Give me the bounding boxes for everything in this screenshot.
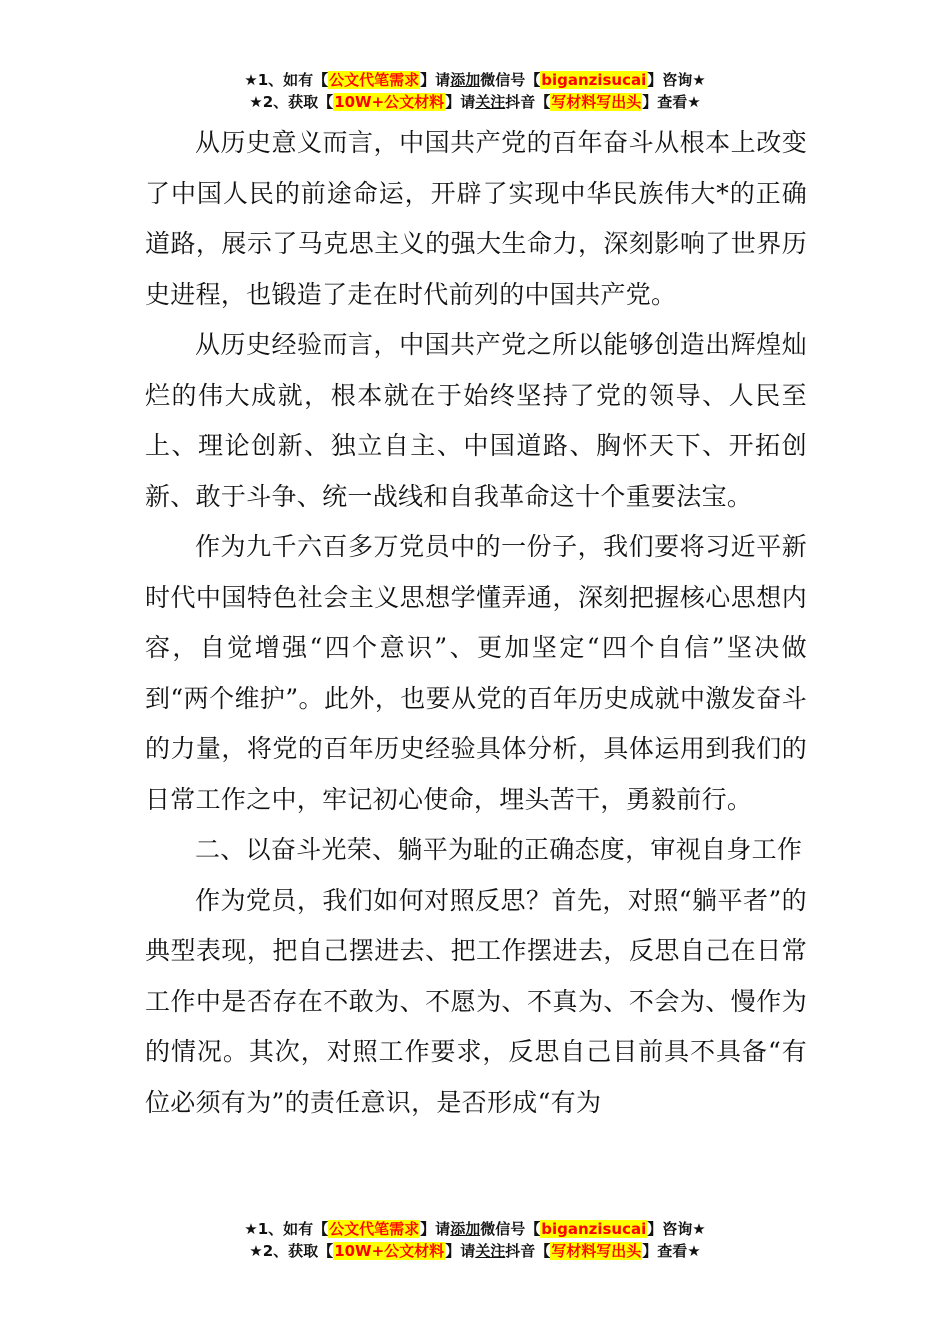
banner-text: ★1、如有【 xyxy=(244,1220,329,1238)
banner-highlight: 10W+公文材料 xyxy=(334,1242,445,1260)
banner-highlight: 写材料写出头 xyxy=(551,1242,642,1260)
banner-underlined: 关注 xyxy=(475,93,506,111)
banner-text: 】请 xyxy=(445,1242,476,1260)
banner-text: 微信号【 xyxy=(480,71,541,89)
paragraph: 作为九千六百多万党员中的一份子，我们要将习近平新时代中国特色社会主义思想学懂弄通，深刻把握核心思想内容，自觉增强“四个意识”、更加坚定“四个自信”坚决做到“两个维护”。此外，也要从党的百年历史成就中激发奋斗的力量，将党的百年历史经验具体分析，具体运用到我们的日常工作之中，牢记初心使命，埋头苦干，勇毅前行。 xyxy=(145,532,807,814)
header-banner xyxy=(0,69,950,113)
banner-underlined: 添加 xyxy=(450,1220,481,1238)
paragraph: 作为党员，我们如何对照反思？首先，对照“躺平者”的典型表现，把自己摆进去、把工作摆进去，反思自己在日常工作中是否存在不敢为、不愿为、不真为、不会为、慢作为的情况。其次，对照工作要求，反思自己目前具不具备“有位必须有为”的责任意识，是否形成“有为 xyxy=(145,885,807,1117)
banner-text: 】查看★ xyxy=(642,1242,701,1260)
section-heading: 二、以奋斗光荣、躺平为耻的正确态度，审视自身工作 xyxy=(195,835,803,864)
paragraph: 从历史意义而言，中国共产党的百年奋斗从根本上改变了中国人民的前途命运，开辟了实现中华民族伟大*的正确道路，展示了马克思主义的强大生命力，深刻影响了世界历史进程，也锻造了走在时代前列的中国共产党。 xyxy=(145,128,807,309)
banner-highlight: 写材料写出头 xyxy=(551,93,642,111)
banner-text: 微信号【 xyxy=(480,1220,541,1238)
banner-text: 抖音【 xyxy=(505,93,551,111)
banner-line-2 xyxy=(0,1240,950,1262)
banner-line-1 xyxy=(0,69,950,91)
paragraph: 从历史经验而言，中国共产党之所以能够创造出辉煌灿烂的伟大成就，根本就在于始终坚持了党的领导、人民至上、理论创新、独立自主、中国道路、胸怀天下、开拓创新、敢于斗争、统一战线和自我革命这十个重要法宝。 xyxy=(145,330,807,511)
banner-text: 】咨询★ xyxy=(647,1220,706,1238)
banner-text: ★1、如有【 xyxy=(244,71,329,89)
banner-highlight: 10W+公文材料 xyxy=(334,93,445,111)
banner-line-2 xyxy=(0,91,950,113)
banner-underlined: 关注 xyxy=(475,1242,506,1260)
banner-text: 抖音【 xyxy=(505,1242,551,1260)
banner-line-1 xyxy=(0,1218,950,1240)
banner-text: 】请 xyxy=(420,71,451,89)
footer-banner xyxy=(0,1218,950,1262)
document-body xyxy=(145,118,807,1128)
banner-highlight: biganzisucai xyxy=(541,71,647,89)
banner-text: 】查看★ xyxy=(642,93,701,111)
banner-highlight: 公文代笔需求 xyxy=(329,71,420,89)
banner-highlight: biganzisucai xyxy=(541,1220,647,1238)
banner-text: 】咨询★ xyxy=(647,71,706,89)
banner-text: ★2、获取【 xyxy=(249,93,334,111)
banner-underlined: 添加 xyxy=(450,71,481,89)
banner-text: 】请 xyxy=(445,93,476,111)
banner-highlight: 公文代笔需求 xyxy=(329,1220,420,1238)
banner-text: 】请 xyxy=(420,1220,451,1238)
banner-text: ★2、获取【 xyxy=(249,1242,334,1260)
